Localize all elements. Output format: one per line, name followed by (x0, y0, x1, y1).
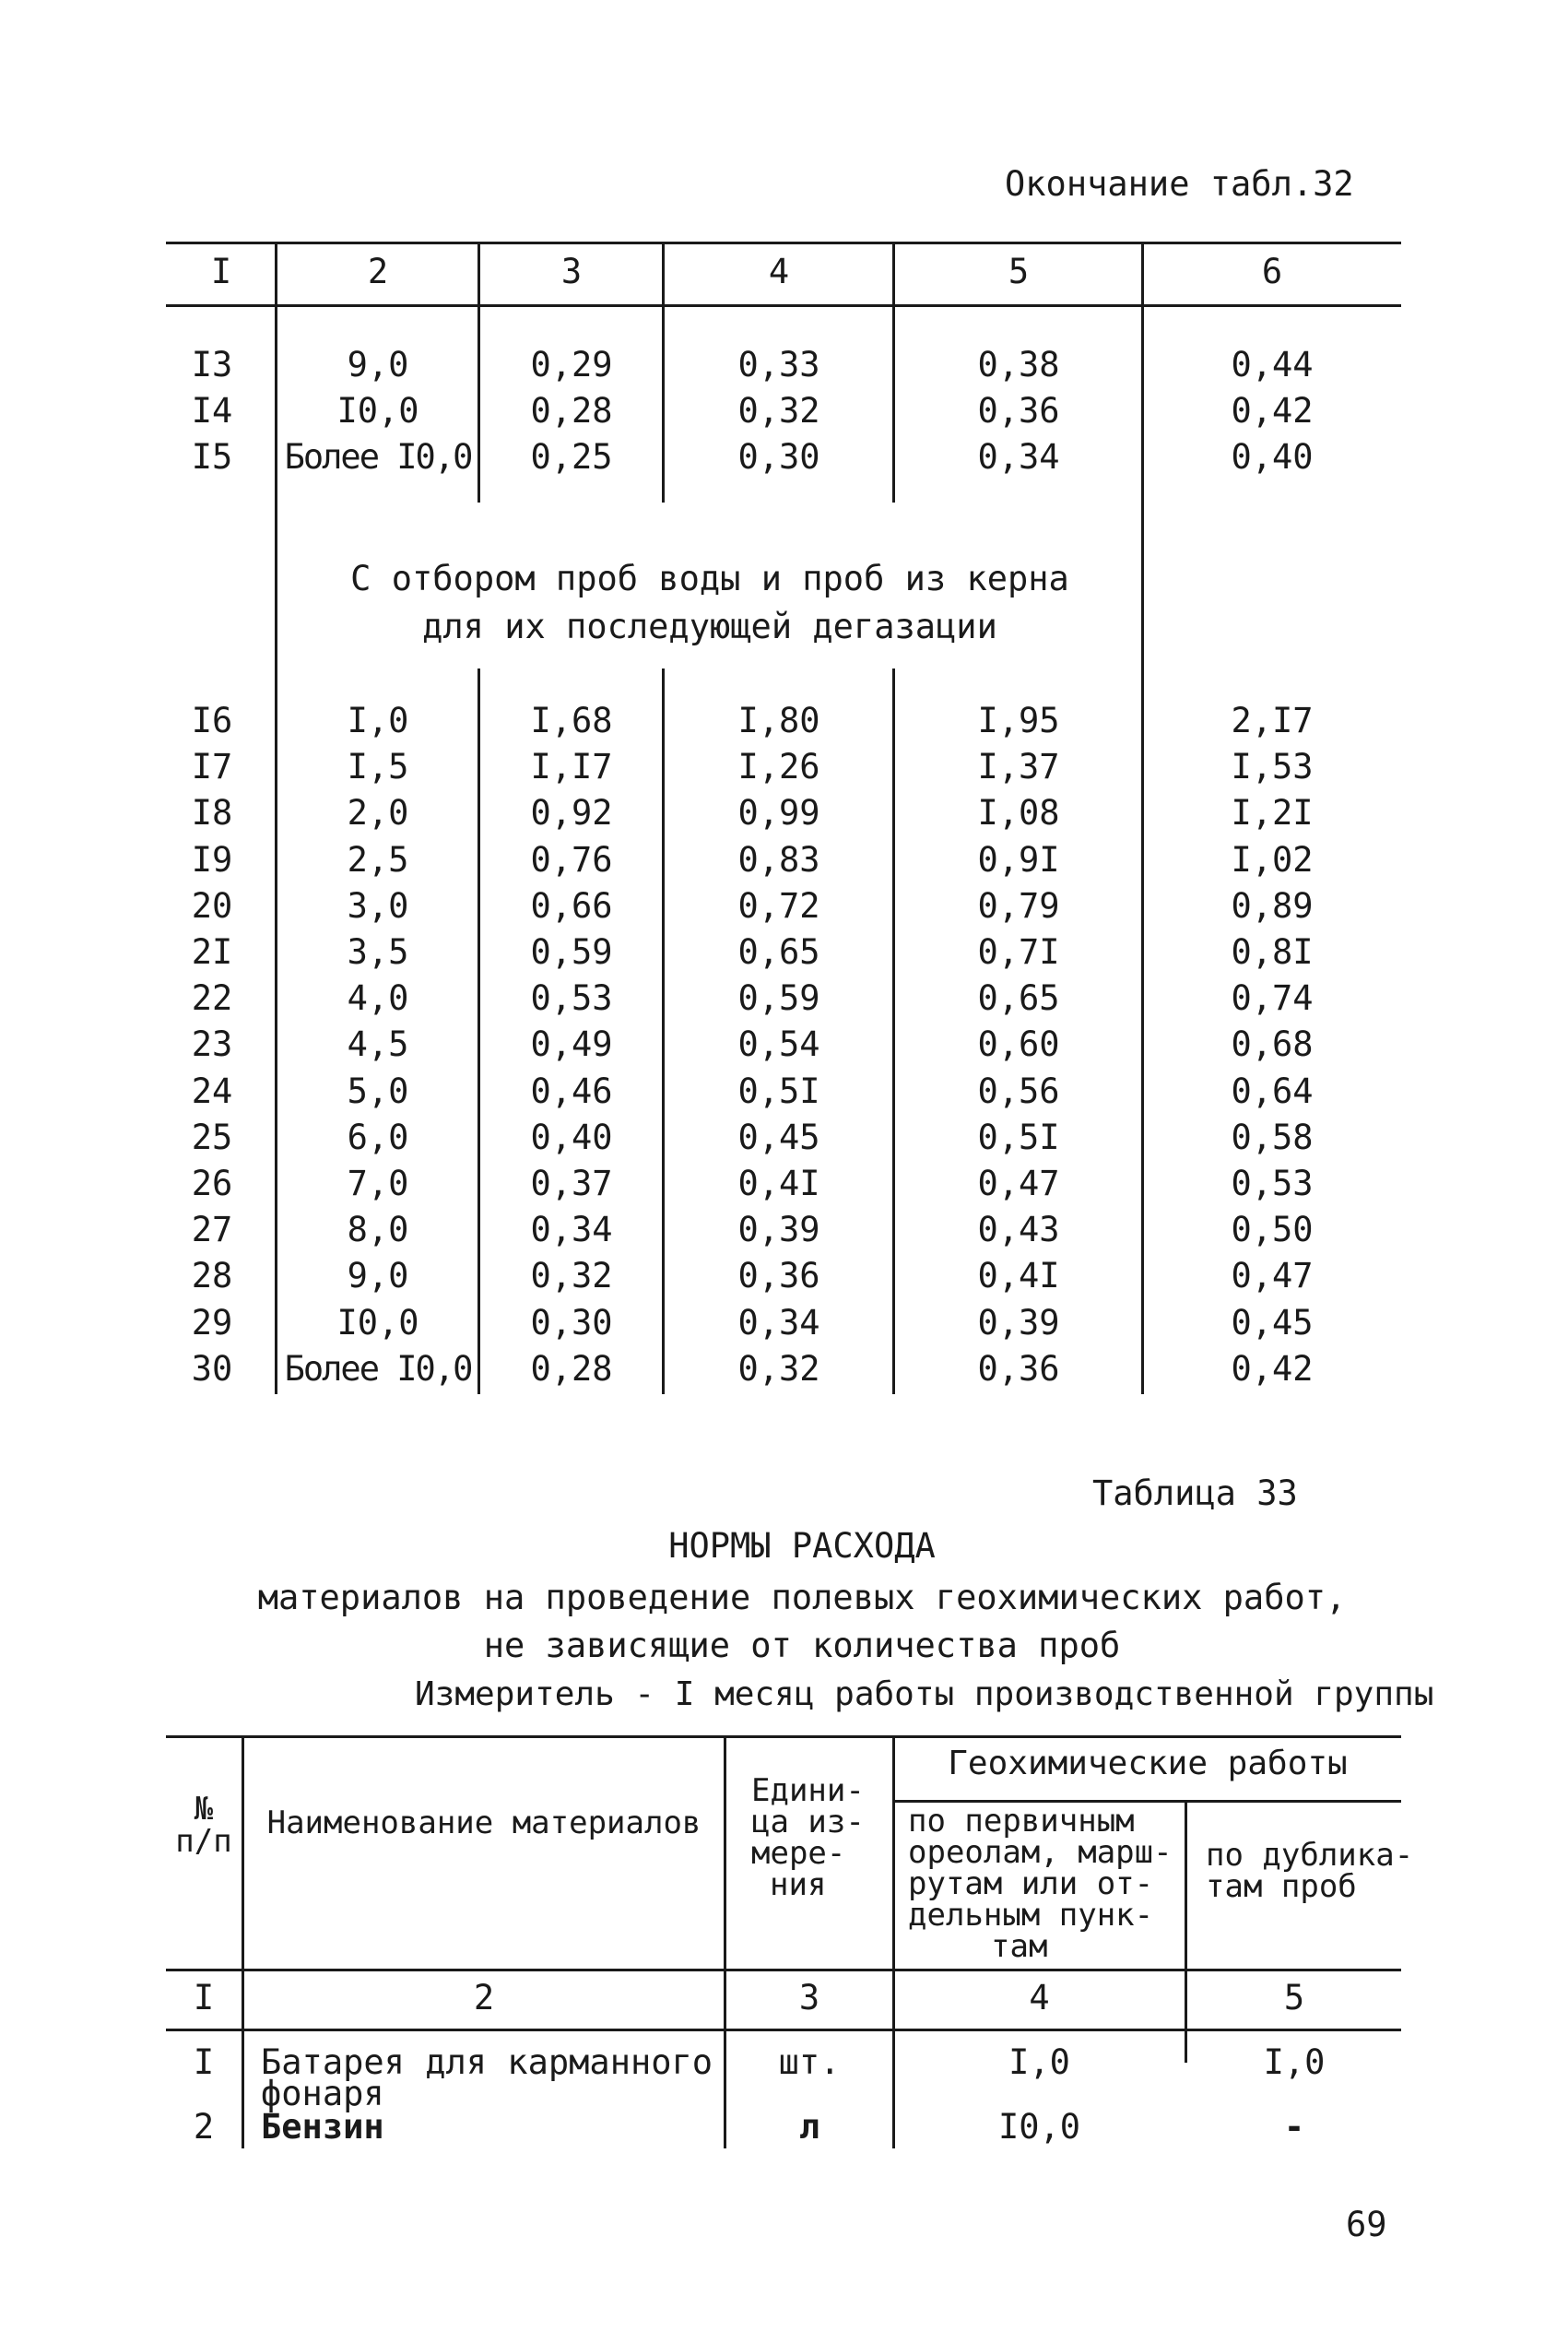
row-num: 2 (193, 2107, 215, 2147)
cell-depth: I0,0 (336, 1302, 419, 1343)
cell-value: 0,33 (737, 345, 820, 385)
cell-num: I6 (191, 701, 233, 740)
cell-value: I,95 (977, 701, 1060, 740)
col-number: 2 (473, 1978, 495, 2017)
cell-num: I7 (191, 747, 233, 787)
cell-depth: 9,0 (347, 1256, 409, 1296)
cell-value: 0,54 (737, 1024, 820, 1065)
col-number: 4 (1029, 1978, 1050, 2017)
cell-value: 0,7I (977, 932, 1060, 972)
cell-num: 30 (191, 1348, 233, 1389)
table32-vrule (477, 242, 480, 306)
cell-depth: 9,0 (347, 345, 409, 385)
cell-depth: 7,0 (347, 1164, 409, 1203)
cell-num: 2I (191, 932, 233, 972)
num-symbol: № (194, 1791, 214, 1828)
table33-top-rule (166, 1735, 1401, 1738)
cell-num: 23 (191, 1024, 233, 1065)
cell-value: I,2I (1231, 793, 1314, 834)
header-col-6: 6 (1261, 252, 1283, 291)
cell-num: 25 (191, 1117, 233, 1157)
table33-numbers-rule (166, 2029, 1401, 2031)
cell-num: 28 (191, 1256, 233, 1296)
cell-value: 0,76 (530, 839, 613, 880)
table33-measure: Измеритель - I месяц работы производственной группы (415, 1675, 1434, 1713)
cell-value: 0,60 (977, 1024, 1060, 1065)
table32-vrule (892, 242, 895, 306)
duplicate-value: I,0 (1263, 2042, 1326, 2082)
table33-vrule (242, 1735, 244, 2148)
cell-num: I9 (191, 839, 233, 880)
cell-depth: I,5 (347, 747, 409, 787)
cell-value: 0,36 (977, 1348, 1060, 1389)
cell-num: I3 (191, 345, 233, 385)
header-unit-line: ца из- (751, 1804, 865, 1840)
cell-num: 29 (191, 1302, 233, 1343)
cell-value: I,26 (737, 747, 820, 787)
cell-value: 0,47 (977, 1164, 1060, 1203)
cell-value: 0,5I (977, 1117, 1060, 1157)
cell-num: 22 (191, 978, 233, 1019)
cell-value: 0,66 (530, 885, 613, 926)
cell-value: 0,83 (737, 839, 820, 880)
cell-num: 26 (191, 1164, 233, 1203)
duplicate-value: - (1283, 2107, 1305, 2147)
cell-depth: 3,0 (347, 885, 409, 926)
header-unit-line: ния (770, 1866, 827, 1903)
table33-subtitle: не зависящие от количества проб (483, 1626, 1121, 1665)
cell-depth: 4,0 (347, 978, 409, 1019)
num-label: п/п (175, 1823, 232, 1860)
header-primary-line: ореолам, марш- (908, 1834, 1173, 1871)
material-name: Батарея для карманного (261, 2042, 713, 2082)
table32-top-rule (166, 242, 1401, 244)
header-col-5: 5 (1008, 252, 1030, 291)
cell-value: 0,58 (1231, 1117, 1314, 1157)
cell-num: I5 (191, 437, 233, 477)
cell-value: 0,79 (977, 885, 1060, 926)
cell-value: 0,38 (977, 345, 1060, 385)
table33-label: Таблица 33 (1092, 1473, 1298, 1513)
cell-value: 0,40 (1231, 437, 1314, 477)
cell-value: 0,34 (737, 1302, 820, 1343)
table32-continuation-title: Окончание табл.32 (1005, 164, 1354, 204)
cell-value: 0,89 (1231, 885, 1314, 926)
cell-value: 0,28 (530, 391, 613, 431)
cell-value: 0,40 (530, 1117, 613, 1157)
header-name: Наименование материалов (266, 1804, 701, 1841)
cell-depth: Более I0,0 (284, 1348, 472, 1389)
cell-value: 0,49 (530, 1024, 613, 1065)
primary-value: I0,0 (997, 2107, 1081, 2147)
cell-value: 0,29 (530, 345, 613, 385)
cell-value: 0,72 (737, 885, 820, 926)
header-col-2: 2 (367, 252, 389, 291)
cell-value: 0,39 (977, 1302, 1060, 1343)
cell-value: 0,36 (977, 391, 1060, 431)
header-unit-line: Едини- (751, 1772, 865, 1809)
cell-value: 0,42 (1231, 1348, 1314, 1389)
header-duplicate-line: там проб (1206, 1868, 1357, 1905)
cell-value: 0,64 (1231, 1071, 1314, 1111)
unit: шт. (778, 2042, 841, 2082)
cell-num: 24 (191, 1071, 233, 1111)
cell-value: 0,9I (977, 839, 1060, 880)
cell-value: 0,99 (737, 793, 820, 834)
cell-depth: I0,0 (336, 391, 419, 431)
cell-depth: 3,5 (347, 932, 409, 972)
primary-value: I,0 (1008, 2042, 1070, 2082)
page-number: 69 (1346, 2205, 1387, 2244)
cell-value: 0,32 (530, 1256, 613, 1296)
cell-value: 0,30 (737, 437, 820, 477)
cell-value: I,I7 (530, 747, 613, 787)
table32-vrule (1141, 242, 1144, 306)
cell-value: I,68 (530, 701, 613, 740)
cell-value: 0,74 (1231, 978, 1314, 1019)
material-name: Бензин (261, 2107, 384, 2147)
cell-value: 0,32 (737, 391, 820, 431)
cell-value: 0,65 (737, 932, 820, 972)
cell-depth: 6,0 (347, 1117, 409, 1157)
cell-value: I,53 (1231, 747, 1314, 787)
cell-value: 0,92 (530, 793, 613, 834)
header-col-4: 4 (768, 252, 790, 291)
cell-value: 0,59 (737, 978, 820, 1019)
cell-value: I,08 (977, 793, 1060, 834)
cell-value: 0,50 (1231, 1210, 1314, 1250)
cell-depth: I,0 (347, 701, 409, 740)
cell-value: 0,4I (737, 1164, 820, 1203)
cell-depth: 8,0 (347, 1210, 409, 1250)
header-col-3: 3 (560, 252, 583, 291)
cell-value: 0,53 (530, 978, 613, 1019)
cell-value: 0,43 (977, 1210, 1060, 1250)
table32-vrule (662, 242, 665, 306)
section-heading: С отбором проб воды и проб из керна (350, 559, 1069, 598)
cell-value: 0,8I (1231, 932, 1314, 972)
header-duplicate-line: по дублика- (1206, 1837, 1414, 1874)
cell-value: 0,39 (737, 1210, 820, 1250)
col-number: I (193, 1978, 215, 2017)
cell-depth: 4,5 (347, 1024, 409, 1065)
cell-value: 0,59 (530, 932, 613, 972)
header-unit-line: мере- (751, 1835, 846, 1872)
cell-value: 0,56 (977, 1071, 1060, 1111)
cell-value: 0,45 (737, 1117, 820, 1157)
cell-depth: 2,0 (347, 793, 409, 834)
cell-value: I,02 (1231, 839, 1314, 880)
cell-value: 0,28 (530, 1348, 613, 1389)
header-primary-line: по первичным (908, 1803, 1135, 1840)
table33-vrule (724, 1735, 726, 2148)
table32-vrule (275, 242, 277, 306)
cell-num: 20 (191, 885, 233, 926)
unit: л (798, 2107, 820, 2147)
cell-value: I,80 (737, 701, 820, 740)
cell-value: 0,44 (1231, 345, 1314, 385)
cell-value: 0,4I (977, 1256, 1060, 1296)
cell-value: 0,53 (1231, 1164, 1314, 1203)
table33-subtitle: материалов на проведение полевых геохимических работ, (257, 1578, 1347, 1617)
header-primary-line: дельным пунк- (908, 1897, 1154, 1934)
col-number: 5 (1283, 1978, 1305, 2017)
cell-value: 0,34 (977, 437, 1060, 477)
cell-depth: 2,5 (347, 839, 409, 880)
header-group: Геохимические работы (948, 1745, 1348, 1782)
table32-header-rule (166, 304, 1401, 307)
cell-depth: 5,0 (347, 1071, 409, 1111)
header-primary-line: там (991, 1928, 1048, 1965)
row-num: I (193, 2042, 215, 2082)
cell-value: 0,25 (530, 437, 613, 477)
cell-value: 0,45 (1231, 1302, 1314, 1343)
cell-value: 0,46 (530, 1071, 613, 1111)
cell-depth: Более I0,0 (284, 437, 472, 477)
cell-num: I4 (191, 391, 233, 431)
cell-value: 0,47 (1231, 1256, 1314, 1296)
cell-value: 0,65 (977, 978, 1060, 1019)
cell-value: 0,42 (1231, 391, 1314, 431)
cell-num: I8 (191, 793, 233, 834)
table33-vrule (892, 1735, 895, 2148)
cell-value: 0,37 (530, 1164, 613, 1203)
cell-value: 2,I7 (1231, 701, 1314, 740)
col-number: 3 (798, 1978, 820, 2017)
header-primary-line: рутам или от- (908, 1865, 1154, 1902)
material-name: фонаря (261, 2074, 384, 2113)
cell-value: 0,5I (737, 1071, 820, 1111)
cell-value: 0,36 (737, 1256, 820, 1296)
section-heading: для их последующей дегазации (422, 607, 997, 646)
table33-title: НОРМЫ РАСХОДА (668, 1526, 936, 1566)
header-col-1: I (210, 252, 232, 291)
cell-value: 0,32 (737, 1348, 820, 1389)
cell-value: 0,34 (530, 1210, 613, 1250)
table33-header-rule (166, 1969, 1401, 1971)
table33-vrule (1185, 1802, 1187, 2063)
cell-num: 27 (191, 1210, 233, 1250)
cell-value: 0,68 (1231, 1024, 1314, 1065)
cell-value: 0,30 (530, 1302, 613, 1343)
cell-value: I,37 (977, 747, 1060, 787)
